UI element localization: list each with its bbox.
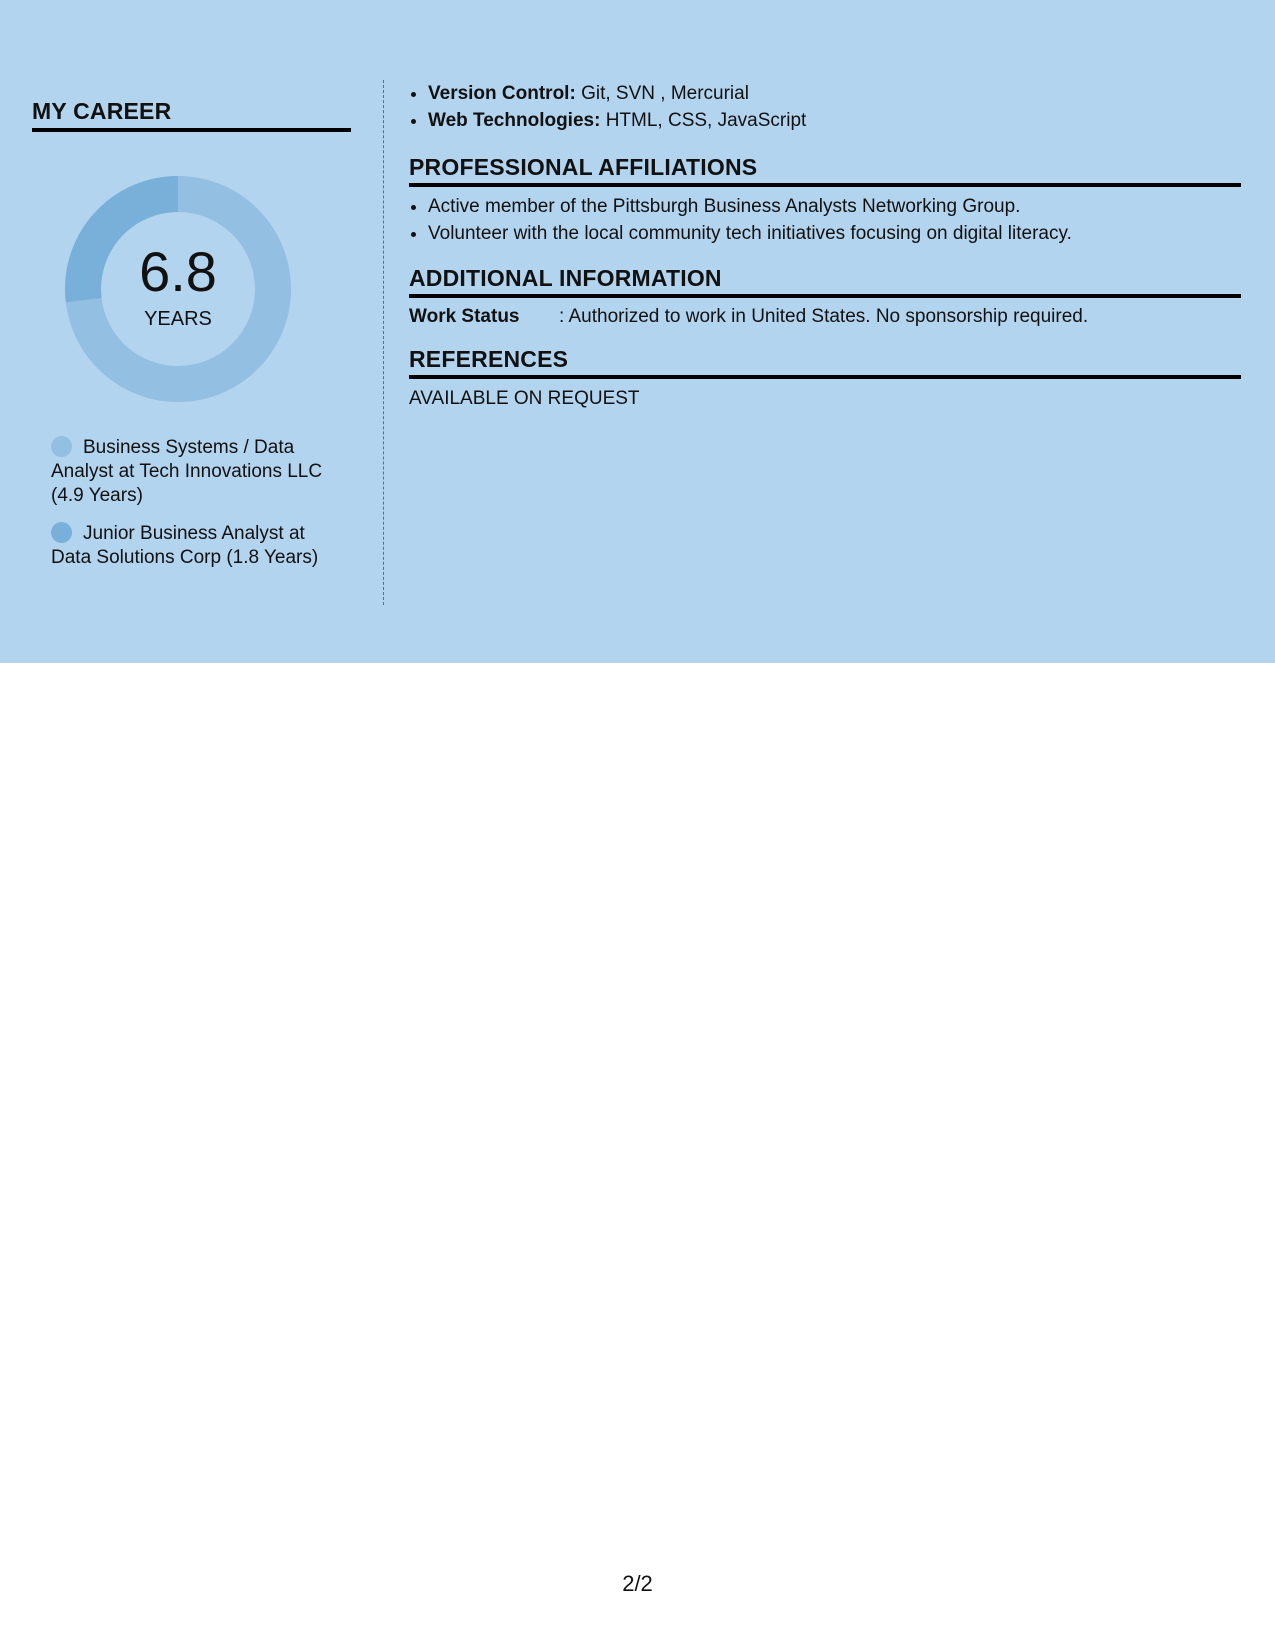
section-rule [409, 375, 1241, 379]
skills-list [409, 80, 1241, 134]
affiliations-heading: PROFESSIONAL AFFILIATIONS [409, 154, 758, 180]
legend-dot-icon [51, 522, 72, 543]
career-donut-chart [65, 176, 291, 402]
additional-info-heading: ADDITIONAL INFORMATION [409, 265, 722, 291]
work-status-row [409, 304, 1241, 330]
skill-value: HTML, CSS, JavaScript [605, 110, 807, 131]
legend-item [51, 436, 336, 508]
skill-label: Web Technologies: [428, 110, 601, 131]
references-heading: REFERENCES [409, 346, 569, 372]
list-item: • Volunteer with the local community tech initiatives focusing on digital literacy. [428, 220, 1241, 247]
legend-dot-icon [51, 436, 72, 457]
work-status-label: Work Status [409, 306, 520, 327]
donut-center [65, 176, 291, 402]
page-number: 2/2 [622, 1571, 653, 1596]
career-title-rule [32, 128, 351, 132]
career-title: MY CAREER [32, 98, 172, 124]
total-years-value: 6.8 [139, 240, 217, 303]
legend-label: Junior Business Analyst at Data Solutions Corp (1.8 Years) [51, 523, 319, 568]
legend-label: Business Systems / Data Analyst at Tech Innovations LLC (4.9 Years) [51, 437, 323, 506]
section-rule [409, 183, 1241, 187]
section-rule [409, 294, 1241, 298]
skill-value: Git, SVN , Mercurial [581, 83, 749, 104]
total-years-unit: YEARS [144, 308, 212, 330]
references-text: AVAILABLE ON REQUEST [409, 388, 640, 409]
career-column [32, 96, 351, 568]
work-status-value: : Authorized to work in United States. No sponsorship required. [559, 306, 1089, 327]
career-legend [51, 436, 336, 584]
list-item: • Active member of the Pittsburgh Business Analysts Networking Group. [428, 193, 1241, 220]
affiliations-list [409, 193, 1241, 247]
legend-item [51, 522, 336, 570]
skill-label: Version Control: [428, 83, 576, 104]
list-item [428, 80, 1241, 107]
main-column [409, 80, 1241, 412]
list-item [428, 107, 1241, 134]
column-divider [383, 80, 384, 605]
